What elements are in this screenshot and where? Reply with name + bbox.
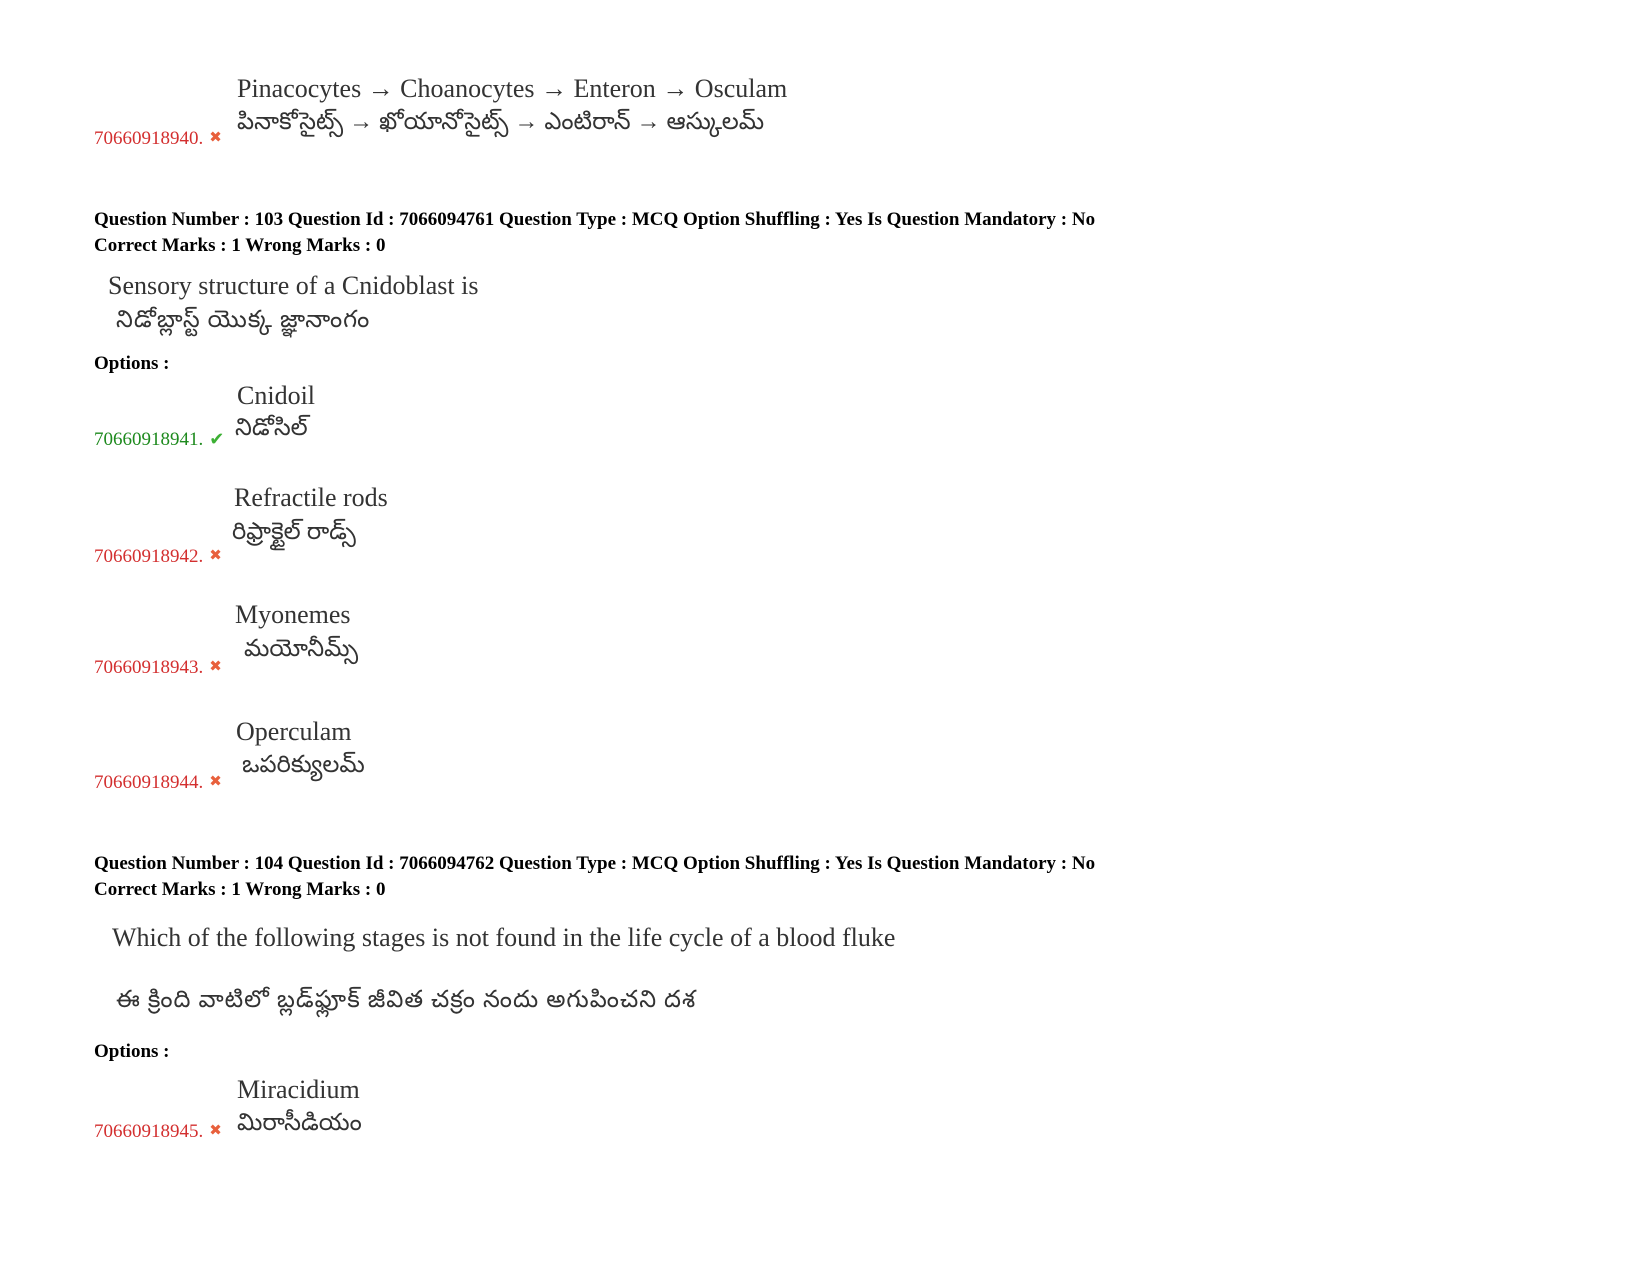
question-text-te: ఈ క్రింది వాటిలో బ్లడ్‌ఫ్లూక్ జీవిత చక్రం నందు అగుపించని దశ [116, 987, 697, 1013]
option-text-te: పినాకోసైట్స్ → ఖోయానోసైట్స్ → ఎంటిరాన్ → ఆస్కులమ్ [237, 109, 765, 135]
wrong-icon: ✖ [209, 774, 222, 790]
options-label: Options : [94, 353, 170, 374]
option-text-en: Cnidoil [237, 381, 316, 410]
option-id [94, 429, 224, 451]
option-id-text: 70660918944. [94, 772, 204, 793]
question-text-en: Sensory structure of a Cnidoblast is [108, 271, 479, 300]
wrong-icon: ✖ [209, 130, 222, 146]
option-id-text: 70660918941. [94, 429, 204, 450]
option-text-en: Miracidium [237, 1075, 360, 1104]
option-text-en: Myonemes [235, 600, 351, 629]
check-icon: ✔ [209, 429, 225, 449]
option-id [94, 657, 222, 679]
option-id-text: 70660918945. [94, 1121, 204, 1142]
option-id-text: 70660918940. [94, 128, 204, 149]
option-id [94, 546, 222, 568]
option-text-te: నిడోసిల్ [235, 415, 308, 441]
option-text-te: మిరాసీడియం [237, 1110, 362, 1136]
option-text-en: Operculam [236, 717, 352, 746]
option-text-te: మయోనీమ్స్ [244, 636, 359, 662]
option-id-text: 70660918943. [94, 657, 204, 678]
option-text-en: Pinacocytes → Choanocytes → Enteron → Osculam [237, 74, 788, 103]
option-id [94, 1121, 222, 1143]
question-text-en: Which of the following stages is not found in the life cycle of a blood fluke [112, 923, 896, 952]
option-text-en: Refractile rods [234, 483, 388, 512]
wrong-icon: ✖ [209, 548, 222, 564]
option-id [94, 772, 222, 794]
option-id-text: 70660918942. [94, 546, 204, 567]
option-text-te: రిఫ్రాక్టైల్ రాడ్స్ [232, 519, 356, 545]
question-meta: Question Number : 104 Question Id : 7066094762 Question Type : MCQ Option Shuffling : Yes Is Question Mandatory : No [94, 853, 1096, 874]
question-text-te: నిడోబ్లాస్ట్ యొక్క జ్ఞానాంగం [116, 307, 371, 333]
question-meta: Question Number : 103 Question Id : 7066094761 Question Type : MCQ Option Shuffling : Yes Is Question Mandatory : No [94, 209, 1096, 230]
question-marks: Correct Marks : 1 Wrong Marks : 0 [94, 235, 386, 256]
question-marks: Correct Marks : 1 Wrong Marks : 0 [94, 879, 386, 900]
option-text-te: ఒపరిక్యులమ్ [242, 752, 365, 778]
wrong-icon: ✖ [209, 1123, 222, 1139]
wrong-icon: ✖ [209, 659, 222, 675]
options-label: Options : [94, 1041, 170, 1062]
option-id [94, 128, 222, 150]
